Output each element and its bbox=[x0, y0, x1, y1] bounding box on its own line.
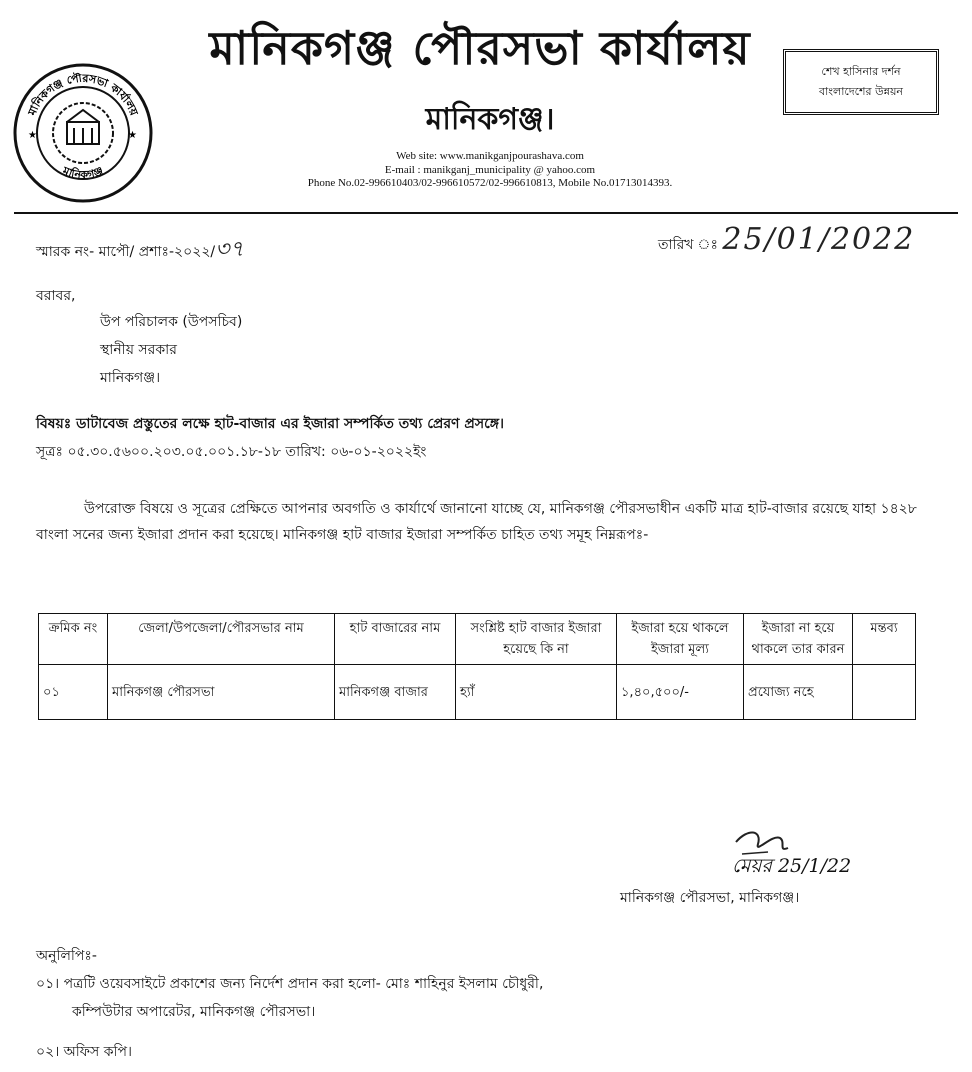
recipient-line-3: মানিকগঞ্জ। bbox=[100, 370, 161, 386]
cell-market-name: মানিকগঞ্জ বাজার bbox=[335, 665, 456, 720]
svg-text:★: ★ bbox=[28, 130, 37, 141]
recipient-salutation: বরাবর, bbox=[36, 288, 76, 304]
date-label: তারিখ ঃ bbox=[658, 237, 718, 253]
copy-item-1-cont: কম্পিউটার অপারেটর, মানিকগঞ্জ পৌরসভা। bbox=[72, 1004, 316, 1020]
memo-label: স্মারক নং- মাপৌ/ প্রশাঃ-২০২২/ bbox=[36, 244, 216, 260]
motto-line-1: শেখ হাসিনার দর্শন bbox=[821, 65, 901, 78]
reference-line: সূত্রঃ ০৫.৩০.৫৬০০.২০৩.০৫.০০১.১৮-১৮ তারিখ: ০৬-০১-২০২২ইং bbox=[36, 444, 427, 460]
market-lease-table bbox=[38, 613, 916, 720]
header-serial: ক্রমিক নং bbox=[39, 614, 108, 665]
date-handwritten: 25/01/2022 bbox=[722, 222, 916, 257]
seal-text-top: মানিকগঞ্জ পৌরসভা কার্যালয় bbox=[25, 71, 141, 118]
motto-box bbox=[783, 49, 939, 115]
copy-item-2: ০২। অফিস কপি। bbox=[36, 1044, 133, 1060]
memo-date bbox=[658, 222, 915, 257]
office-subtitle: মানিকগঞ্জ। bbox=[425, 102, 555, 137]
municipality-seal bbox=[12, 62, 154, 204]
recipient-line-2: স্থানীয় সরকার bbox=[100, 342, 177, 358]
cell-leased: হ্যাঁ bbox=[456, 665, 617, 720]
subject-line: বিষয়ঃ ডাটাবেজ প্রস্তুতের লক্ষে হাট-বাজার এর ইজারা সম্পর্কিত তথ্য প্রেরণ প্রসঙ্গে। bbox=[36, 416, 504, 432]
table-row bbox=[39, 665, 916, 720]
memo-number-handwritten: ৩৭ bbox=[215, 237, 244, 262]
header-divider bbox=[14, 212, 958, 214]
header-lease-value: ইজারা হয়ে থাকলে ইজারা মূল্য bbox=[617, 614, 744, 665]
contact-info bbox=[210, 150, 770, 191]
website: Web site: www.manikganjpourashava.com bbox=[396, 150, 584, 162]
phone: Phone No.02-996610403/02-996610572/02-996610813, Mobile No.01713014393. bbox=[307, 177, 673, 189]
header-reason: ইজারা না হয়ে থাকলে তার কারন bbox=[744, 614, 853, 665]
motto-line-2: বাংলাদেশের উন্নয়ন bbox=[818, 85, 903, 98]
header-market-name: হাট বাজারের নাম bbox=[335, 614, 456, 665]
recipient-line-1: উপ পরিচালক (উপসচিব) bbox=[100, 314, 243, 330]
cell-lease-value: ১,৪০,৫০০/- bbox=[617, 665, 744, 720]
cell-remarks bbox=[853, 665, 916, 720]
signature-handwritten: মেয়র 25/1/22 bbox=[732, 855, 852, 877]
table-header-row bbox=[39, 614, 916, 665]
cell-serial: ০১ bbox=[39, 665, 108, 720]
svg-text:মানিকগঞ্জ bbox=[60, 164, 105, 182]
svg-text:★: ★ bbox=[128, 130, 137, 141]
memo-number bbox=[36, 232, 244, 269]
copies-heading: অনুলিপিঃ- bbox=[36, 948, 97, 964]
seal-text-bottom: মানিকগঞ্জ bbox=[60, 164, 106, 182]
signatory-office: মানিকগঞ্জ পৌরসভা, মানিকগঞ্জ। bbox=[620, 890, 800, 906]
copy-item-1: ০১। পত্রটি ওয়েবসাইটে প্রকাশের জন্য নির্দেশ প্রদান করা হলো- মোঃ শাহিনুর ইসলাম চৌধুরী, bbox=[36, 976, 544, 992]
body-paragraph: উপরোক্ত বিষয়ে ও সূত্রের প্রেক্ষিতে আপনার অবগতি ও কার্যার্থে জানানো যাচ্ছে যে, মানিকগঞ্জ পৌরসভাধীন একটি মাত্র হাট-বাজার রয়েছে যাহা ১৪২৮ বাংলা সনের জন্য ইজারা প্রদান করা হয়েছে। মানিকগঞ্জ হাট বাজার ইজারা সম্পর্কিত চাহিত তথ্য সমূহ নিম্নরূপঃ- bbox=[36, 501, 917, 543]
cell-district: মানিকগঞ্জ পৌরসভা bbox=[108, 665, 335, 720]
office-title: মানিকগঞ্জ পৌরসভা কার্যালয় bbox=[209, 21, 751, 75]
header-leased: সংশ্লিষ্ট হাট বাজার ইজারা হয়েছে কি না bbox=[456, 614, 617, 665]
header-district: জেলা/উপজেলা/পৌরসভার নাম bbox=[108, 614, 335, 665]
header-remarks: মন্তব্য bbox=[853, 614, 916, 665]
cell-reason: প্রযোজ্য নহে bbox=[744, 665, 853, 720]
mayor-signature bbox=[728, 818, 928, 878]
email: E-mail : manikganj_municipality @ yahoo.com bbox=[384, 163, 596, 176]
